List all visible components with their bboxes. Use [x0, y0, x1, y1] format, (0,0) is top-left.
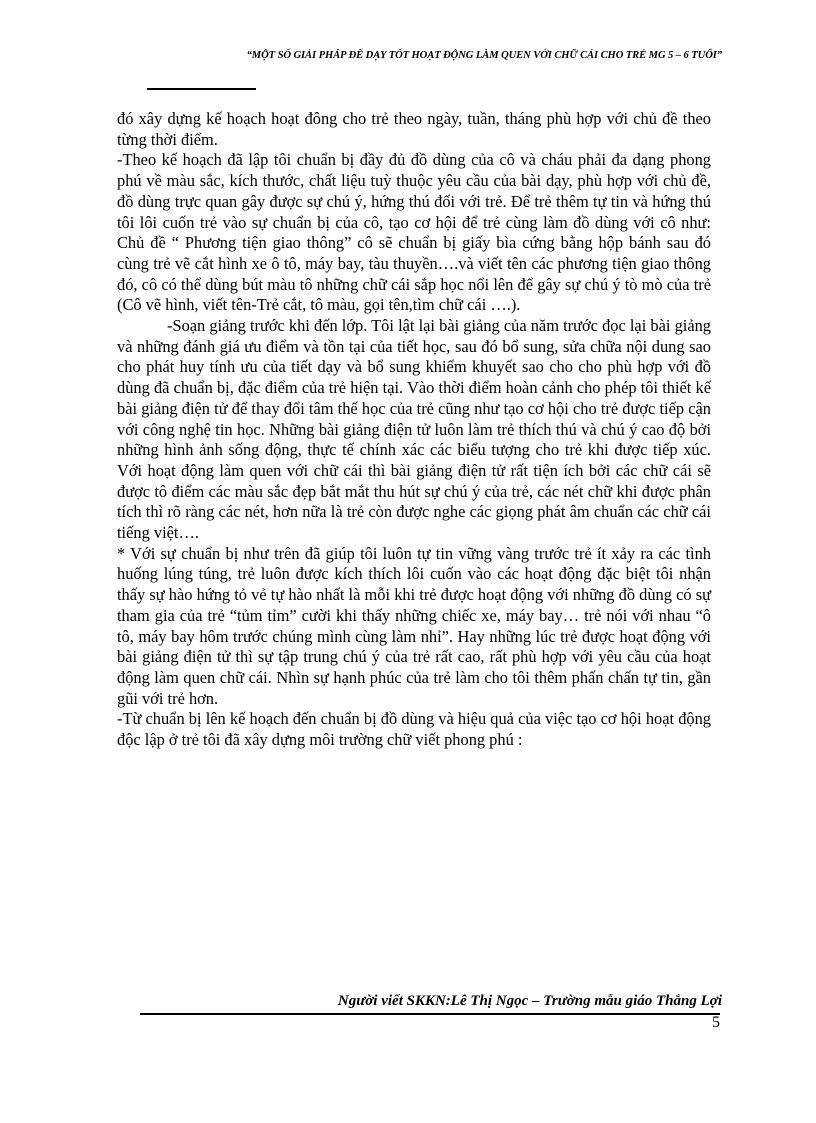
body-text — [117, 109, 711, 751]
paragraph-4: * Với sự chuẩn bị như trên đã giúp tôi luôn tự tin vững vàng trước trẻ ít xảy ra các tình huống lúng túng, trẻ luôn được kích thích lôi cuốn vào các hoạt động đặc biệt tôi nhận thấy sự hào hứng tỏ vẻ tự hào nhất là mỗi khi trẻ được hoạt động với những đồ dùng có sự tham gia của trẻ “tủm tỉm” cười khi thấy những chiếc xe, máy bay… trẻ nói với nhau “ô tô, máy bay hôm trước chúng mình cùng làm nhỉ”. Hay những lúc trẻ được hoạt động với bài giảng điện tử thì sự tập trung chú ý của trẻ rất cao, rất phù hợp với yêu cầu của hoạt động làm quen chữ cái. Nhìn sự hạnh phúc của trẻ làm cho tôi thêm phấn chấn tự tin, gần gũi với trẻ hơn. — [117, 543, 711, 708]
header-title: “MỘT SỐ GIẢI PHÁP ĐỂ DẠY TỐT HOẠT ĐỘNG LÀM QUEN VỚI CHỮ CÁI CHO TRẺ MG 5 – 6 TUỔI” — [246, 50, 722, 61]
footer-author: Người viết SKKN:Lê Thị Ngọc – Trường mẫu giáo Thắng Lợi — [337, 993, 722, 1009]
paragraph-1: đó xây dựng kế hoạch hoạt đông cho trẻ theo ngày, tuần, tháng phù hợp với chủ đề theo từng thời điểm. — [117, 109, 711, 149]
header-rule — [147, 88, 256, 90]
paragraph-2: -Theo kế hoạch đã lập tôi chuẩn bị đầy đủ đồ dùng của cô và cháu phải đa dạng phong phú về màu sắc, kích thước, chất liệu tuỳ thuộc yêu cầu của bài dạy, phù hợp với chủ đề, đồ dùng trực quan gây được sự chú ý, hứng thú đối với trẻ. Để trẻ thêm tự tin và hứng thú tôi lôi cuốn trẻ vào sự chuẩn bị của cô, tạo cơ hội để trẻ cùng làm đồ dùng với cô như: Chủ đề “ Phương tiện giao thông” cô sẽ chuẩn bị giấy bìa cứng bằng hộp bánh sau đó cùng trẻ vẽ cắt hình xe ô tô, máy bay, tàu thuyền….và viết tên các phương tiện giao thông đó, cô có thể dùng bút màu tô những chữ cái sắp học nổi lên để gây sự chú ý tò mò của trẻ (Cô vẽ hình, viết tên-Trẻ cắt, tô màu, gọi tên,tìm chữ cái ….). — [117, 150, 711, 315]
paragraph-5: -Từ chuẩn bị lên kế hoạch đến chuẩn bị đồ dùng và hiệu quả của việc tạo cơ hội hoạt động độc lập ở trẻ tôi đã xây dựng môi trường chữ viết phong phú : — [117, 709, 711, 750]
page-number: 5 — [712, 1014, 720, 1031]
footer-rule — [140, 1013, 720, 1015]
paragraph-3: -Soạn giảng trước khi đến lớp. Tôi lật lại bài giảng của năm trước đọc lại bài giảng và những đánh giá ưu điểm và tồn tại của tiết học, sau đó bổ sung, sửa chữa nội dung sao cho phát huy tính ưu của tiết dạy và bổ sung khiếm khuyết sao cho cho phù hợp với đồ dùng đã chuẩn bị, đặc điểm của trẻ hiện tại. Vào thời điểm hoàn cảnh cho phép tôi thiết kế bài giảng điện tử để thay đổi tâm thế học của trẻ cũng như tạo cơ hội cho trẻ được tiếp cận với công nghệ tin học. Những bài giảng điện tử luôn làm trẻ thích thú và chú ý cao độ bởi những hình ảnh sống động, thực tế chính xác các biểu tượng cho trẻ khi được tiếp xúc. Với hoạt động làm quen với chữ cái thì bài giảng điện tử rất tiện ích bởi các chữ cái sẽ được tô điểm các màu sắc đẹp bắt mắt thu hút sự chú ý của trẻ, các nét chữ khi được phân tích thì rõ ràng các nét, hơn nữa là trẻ còn được nghe các giọng phát âm chuẩn các chữ cái tiếng việt…. — [117, 316, 711, 543]
